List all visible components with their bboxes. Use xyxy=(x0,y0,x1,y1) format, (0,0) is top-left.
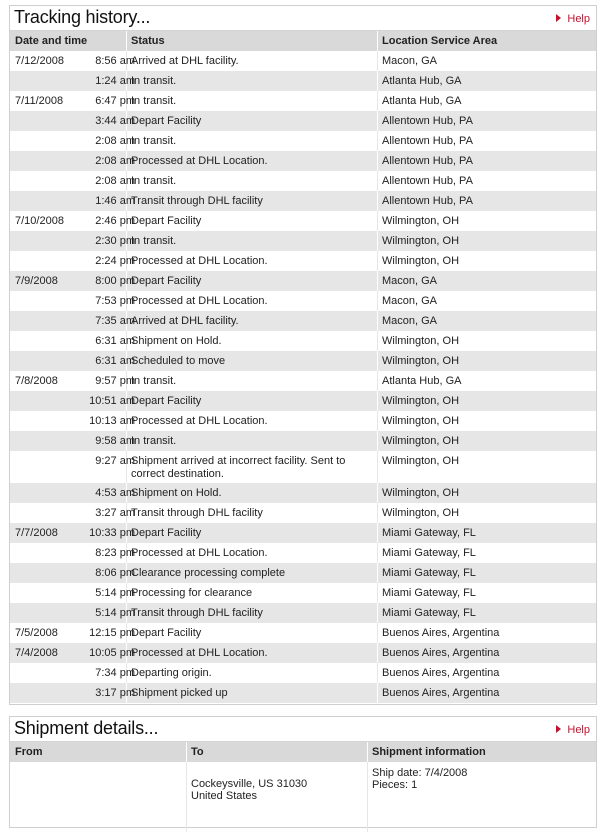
row-status: Clearance processing complete xyxy=(131,567,286,579)
row-time: 3:27 am xyxy=(95,507,135,519)
row-date: 7/5/2008 xyxy=(15,627,58,639)
row-time: 10:13 am xyxy=(89,415,135,427)
tracking-row xyxy=(10,411,596,431)
row-status: Arrived at DHL facility. xyxy=(131,315,239,327)
row-date: 7/10/2008 xyxy=(15,215,64,227)
row-time: 1:46 am xyxy=(95,195,135,207)
row-status: Shipment on Hold. xyxy=(131,487,222,499)
row-status: Processed at DHL Location. xyxy=(131,155,268,167)
tracking-history-panel xyxy=(9,5,597,705)
tracking-row xyxy=(10,523,596,543)
tracking-row xyxy=(10,351,596,371)
row-location: Allentown Hub, PA xyxy=(382,175,473,187)
row-location: Buenos Aires, Argentina xyxy=(382,687,500,699)
row-status: Processed at DHL Location. xyxy=(131,647,268,659)
tracking-rows xyxy=(10,51,596,703)
row-date: 7/9/2008 xyxy=(15,275,58,287)
row-location: Miami Gateway, FL xyxy=(382,527,476,539)
row-status: Processed at DHL Location. xyxy=(131,295,268,307)
tracking-help-link[interactable] xyxy=(556,13,590,25)
row-location: Wilmington, OH xyxy=(382,215,460,227)
shipment-help-link[interactable] xyxy=(556,724,590,736)
tracking-title: Tracking history... xyxy=(14,7,151,27)
row-time: 5:14 pm xyxy=(95,607,135,619)
row-status: In transit. xyxy=(131,135,177,147)
row-location: Wilmington, OH xyxy=(382,507,460,519)
row-time: 7:35 am xyxy=(95,315,135,327)
row-time: 7:53 pm xyxy=(95,295,135,307)
row-status: Scheduled to move xyxy=(131,355,226,367)
tracking-row xyxy=(10,151,596,171)
tracking-column-header xyxy=(10,31,596,51)
row-location: Macon, GA xyxy=(382,315,438,327)
tracking-row xyxy=(10,431,596,451)
tracking-row xyxy=(10,663,596,683)
tracking-row xyxy=(10,451,596,483)
shipment-header xyxy=(10,717,596,742)
tracking-row xyxy=(10,643,596,663)
row-location: Wilmington, OH xyxy=(382,415,460,427)
row-location: Wilmington, OH xyxy=(382,235,460,247)
row-time: 6:31 am xyxy=(95,355,135,367)
row-location: Macon, GA xyxy=(382,275,438,287)
row-time: 2:08 am xyxy=(95,155,135,167)
col-status: Status xyxy=(131,35,165,47)
row-location: Wilmington, OH xyxy=(382,487,460,499)
tracking-row xyxy=(10,311,596,331)
tracking-row xyxy=(10,391,596,411)
tracking-row xyxy=(10,51,596,71)
tracking-row xyxy=(10,111,596,131)
col-shipment-info: Shipment information xyxy=(372,746,486,758)
row-status: Shipment on Hold. xyxy=(131,335,222,347)
row-status: In transit. xyxy=(131,75,177,87)
row-status: Depart Facility xyxy=(131,627,202,639)
row-location: Wilmington, OH xyxy=(382,355,460,367)
row-status: Processing for clearance xyxy=(131,587,253,599)
to-address-line1: Cockeysville, US 31030 xyxy=(191,778,308,790)
row-status: Depart Facility xyxy=(131,527,202,539)
tracking-row xyxy=(10,503,596,523)
row-time: 10:05 pm xyxy=(89,647,135,659)
row-location: Allentown Hub, PA xyxy=(382,135,473,147)
row-time: 2:30 pm xyxy=(95,235,135,247)
tracking-row xyxy=(10,623,596,643)
pieces: Pieces: 1 xyxy=(372,779,418,791)
row-time: 6:31 am xyxy=(95,335,135,347)
play-triangle-icon xyxy=(556,14,561,22)
row-time: 5:14 pm xyxy=(95,587,135,599)
col-from: From xyxy=(15,746,43,758)
shipment-title: Shipment details... xyxy=(14,718,159,738)
shipment-body xyxy=(10,762,596,832)
row-status: Depart Facility xyxy=(131,395,202,407)
row-date: 7/4/2008 xyxy=(15,647,58,659)
row-location: Macon, GA xyxy=(382,55,438,67)
row-time: 1:24 am xyxy=(95,75,135,87)
row-location: Wilmington, OH xyxy=(382,395,460,407)
tracking-row xyxy=(10,371,596,391)
tracking-row xyxy=(10,91,596,111)
row-location: Miami Gateway, FL xyxy=(382,547,476,559)
row-time: 7:34 pm xyxy=(95,667,135,679)
tracking-row xyxy=(10,271,596,291)
help-label: Help xyxy=(567,13,590,25)
row-date: 7/11/2008 xyxy=(15,95,64,107)
help-label: Help xyxy=(567,724,590,736)
row-status: Processed at DHL Location. xyxy=(131,547,268,559)
row-time: 8:06 pm xyxy=(95,567,135,579)
play-triangle-icon xyxy=(556,725,561,733)
row-time: 8:23 pm xyxy=(95,547,135,559)
row-location: Miami Gateway, FL xyxy=(382,607,476,619)
row-status: In transit. xyxy=(131,435,177,447)
row-location: Wilmington, OH xyxy=(382,455,460,467)
row-location: Buenos Aires, Argentina xyxy=(382,647,500,659)
tracking-row xyxy=(10,291,596,311)
tracking-row xyxy=(10,563,596,583)
row-status: In transit. xyxy=(131,375,177,387)
row-location: Macon, GA xyxy=(382,295,438,307)
to-address-line2: United States xyxy=(191,790,258,802)
row-status: Transit through DHL facility xyxy=(131,195,263,207)
row-time: 4:53 am xyxy=(95,487,135,499)
shipment-details-panel xyxy=(9,716,597,828)
row-status: Shipment picked up xyxy=(131,687,228,699)
row-time: 6:47 pm xyxy=(95,95,135,107)
tracking-row xyxy=(10,171,596,191)
tracking-row xyxy=(10,211,596,231)
row-location: Allentown Hub, PA xyxy=(382,195,473,207)
row-status: In transit. xyxy=(131,235,177,247)
row-time: 9:57 pm xyxy=(95,375,135,387)
shipment-column-header xyxy=(10,742,596,762)
row-status: Processed at DHL Location. xyxy=(131,255,268,267)
row-location: Miami Gateway, FL xyxy=(382,587,476,599)
tracking-row xyxy=(10,583,596,603)
row-location: Buenos Aires, Argentina xyxy=(382,627,500,639)
row-location: Allentown Hub, PA xyxy=(382,155,473,167)
col-location: Location Service Area xyxy=(382,35,498,47)
row-time: 8:56 am xyxy=(95,55,135,67)
row-time: 8:00 pm xyxy=(95,275,135,287)
tracking-header xyxy=(10,6,596,31)
row-location: Wilmington, OH xyxy=(382,255,460,267)
tracking-row xyxy=(10,131,596,151)
row-location: Wilmington, OH xyxy=(382,335,460,347)
row-time: 9:27 am xyxy=(95,455,135,467)
tracking-row xyxy=(10,331,596,351)
row-location: Allentown Hub, PA xyxy=(382,115,473,127)
ship-date: Ship date: 7/4/2008 xyxy=(372,767,468,779)
row-status: Departing origin. xyxy=(131,667,212,679)
tracking-row xyxy=(10,251,596,271)
row-location: Atlanta Hub, GA xyxy=(382,375,462,387)
row-date: 7/8/2008 xyxy=(15,375,58,387)
row-time: 10:51 am xyxy=(89,395,135,407)
row-status: Depart Facility xyxy=(131,215,202,227)
row-status: In transit. xyxy=(131,95,177,107)
row-time: 12:15 pm xyxy=(89,627,135,639)
row-status: Processed at DHL Location. xyxy=(131,415,268,427)
row-location: Buenos Aires, Argentina xyxy=(382,667,500,679)
row-time: 2:24 pm xyxy=(95,255,135,267)
tracking-row xyxy=(10,683,596,703)
row-time: 3:17 pm xyxy=(95,687,135,699)
row-time: 2:08 am xyxy=(95,135,135,147)
row-time: 2:46 pm xyxy=(95,215,135,227)
col-date-time: Date and time xyxy=(15,35,88,47)
row-location: Wilmington, OH xyxy=(382,435,460,447)
row-location: Atlanta Hub, GA xyxy=(382,75,462,87)
row-date: 7/7/2008 xyxy=(15,527,58,539)
row-time: 3:44 am xyxy=(95,115,135,127)
tracking-row xyxy=(10,191,596,211)
row-time: 2:08 am xyxy=(95,175,135,187)
tracking-row xyxy=(10,603,596,623)
tracking-row xyxy=(10,483,596,503)
tracking-row xyxy=(10,543,596,563)
row-status: In transit. xyxy=(131,175,177,187)
row-location: Atlanta Hub, GA xyxy=(382,95,462,107)
row-status: Shipment arrived at incorrect facility. Sent to correct destination. xyxy=(131,455,346,480)
row-status: Depart Facility xyxy=(131,275,202,287)
row-status: Transit through DHL facility xyxy=(131,607,263,619)
row-status: Arrived at DHL facility. xyxy=(131,55,239,67)
row-status: Depart Facility xyxy=(131,115,202,127)
col-to: To xyxy=(191,746,204,758)
row-location: Miami Gateway, FL xyxy=(382,567,476,579)
tracking-row xyxy=(10,71,596,91)
row-status: Transit through DHL facility xyxy=(131,507,263,519)
row-time: 10:33 pm xyxy=(89,527,135,539)
row-time: 9:58 am xyxy=(95,435,135,447)
row-date: 7/12/2008 xyxy=(15,55,64,67)
tracking-row xyxy=(10,231,596,251)
